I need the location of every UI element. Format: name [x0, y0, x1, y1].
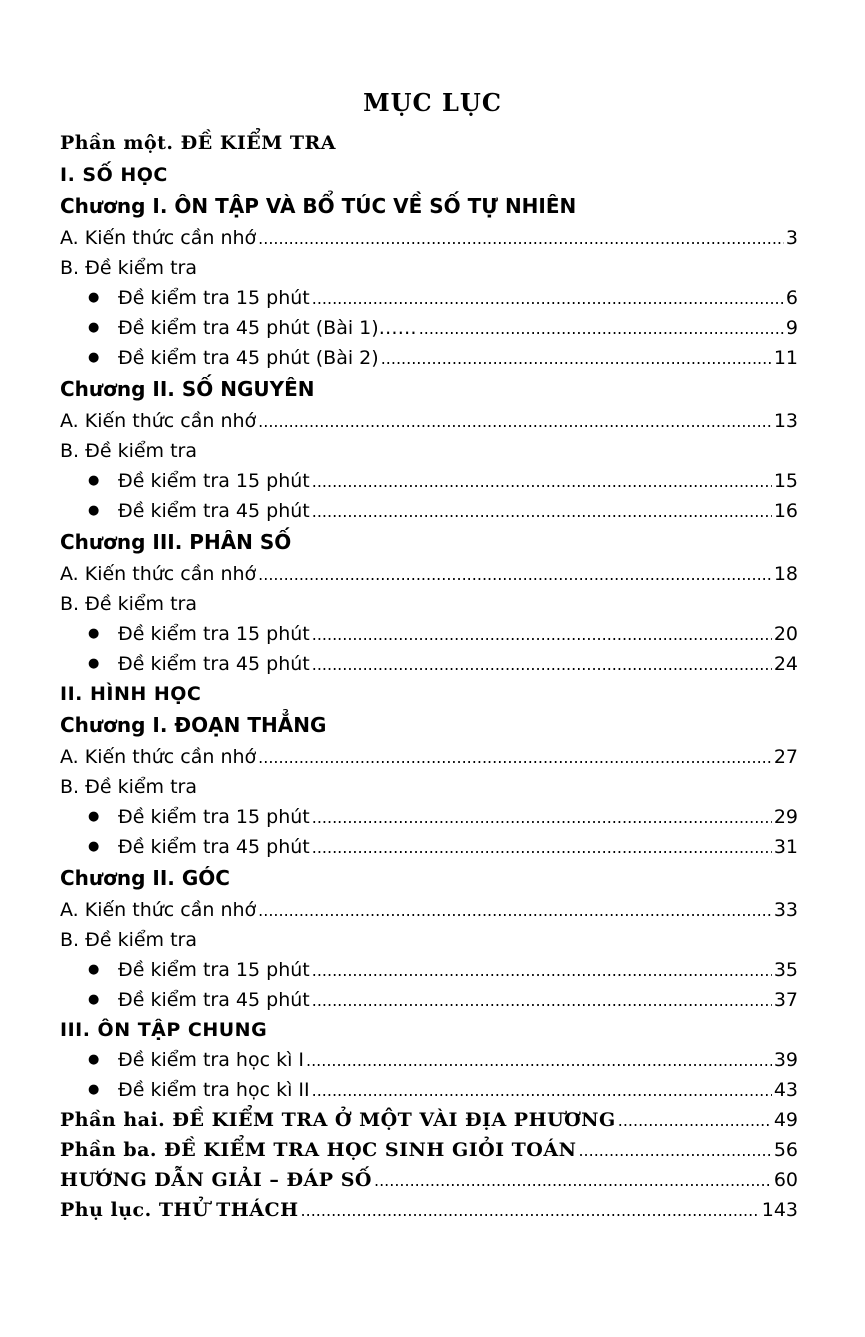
toc-chapter-heading [60, 862, 798, 895]
dot-leader [258, 560, 772, 590]
toc-label [88, 1045, 304, 1075]
toc-entry [60, 925, 798, 955]
toc-label: Chương II. SỐ NGUYÊN [60, 377, 315, 401]
toc-label [88, 619, 310, 649]
dot-leader [312, 620, 772, 650]
table-of-contents [60, 127, 798, 1225]
dot-leader [258, 224, 784, 254]
toc-label-text: Đề kiểm tra 15 phút [118, 623, 310, 645]
toc-label [88, 649, 310, 679]
toc-label: HƯỚNG DẪN GIẢI – ĐÁP SỐ [60, 1169, 372, 1191]
toc-entry [60, 742, 798, 772]
toc-label: III. ÔN TẬP CHUNG [60, 1019, 268, 1041]
dot-leader [301, 1196, 760, 1226]
toc-label [88, 802, 310, 832]
toc-label [88, 313, 417, 343]
bullet-icon: ● [88, 1052, 100, 1067]
toc-part-heading [60, 1135, 798, 1165]
toc-part-heading [60, 127, 798, 160]
toc-label [88, 343, 379, 373]
toc-page-number: 33 [773, 899, 798, 921]
toc-label-text: Đề kiểm tra 15 phút [118, 959, 310, 981]
toc-label-text: Đề kiểm tra 45 phút (Bài 2) [118, 347, 379, 369]
toc-label-text: Đề kiểm tra 45 phút (Bài 1)…… [118, 317, 417, 339]
toc-entry [60, 406, 798, 436]
dot-leader [258, 743, 772, 773]
toc-page-number: 60 [773, 1169, 798, 1191]
page-title: MỤC LỤC [363, 88, 502, 117]
toc-sub-entry [60, 802, 798, 832]
toc-label-text: Đề kiểm tra 15 phút [118, 806, 310, 828]
toc-label: Phụ lục. THỬ THÁCH [60, 1199, 299, 1221]
toc-page-number: 35 [773, 959, 798, 981]
toc-page-number: 20 [773, 623, 798, 645]
toc-label: Phần một. ĐỀ KIỂM TRA [60, 132, 337, 154]
toc-label-text: Đề kiểm tra học kì II [118, 1079, 310, 1101]
toc-label: Chương I. ÔN TẬP VÀ BỔ TÚC VỀ SỐ TỰ NHIÊN [60, 194, 577, 218]
toc-sub-entry [60, 649, 798, 679]
toc-entry [60, 223, 798, 253]
toc-page-number: 39 [773, 1049, 798, 1071]
dot-leader [258, 407, 772, 437]
dot-leader [312, 467, 772, 497]
toc-label: A. Kiến thức cần nhớ [60, 410, 257, 432]
dot-leader [312, 833, 772, 863]
dot-leader [258, 896, 772, 926]
toc-part-heading [60, 1195, 798, 1225]
dot-leader [618, 1106, 772, 1136]
toc-sub-entry [60, 832, 798, 862]
toc-page-number: 37 [773, 989, 798, 1011]
bullet-icon: ● [88, 473, 100, 488]
toc-label-text: Đề kiểm tra 45 phút [118, 989, 310, 1011]
toc-section-heading [60, 679, 798, 709]
dot-leader [374, 1166, 772, 1196]
toc-label-text: Đề kiểm tra học kì I [118, 1049, 304, 1071]
toc-sub-entry [60, 955, 798, 985]
toc-label: B. Đề kiểm tra [60, 593, 197, 615]
toc-label: Chương I. ĐOẠN THẲNG [60, 713, 327, 737]
bullet-icon: ● [88, 839, 100, 854]
dot-leader [312, 956, 772, 986]
toc-label: B. Đề kiểm tra [60, 776, 197, 798]
toc-entry [60, 589, 798, 619]
toc-label-text: Đề kiểm tra 45 phút [118, 836, 310, 858]
toc-label: Chương II. GÓC [60, 866, 230, 890]
dot-leader [419, 314, 784, 344]
toc-chapter-heading [60, 709, 798, 742]
bullet-icon: ● [88, 290, 100, 305]
toc-label [88, 1075, 310, 1105]
toc-page-number: 15 [773, 470, 798, 492]
toc-page-number: 31 [773, 836, 798, 858]
toc-section-heading [60, 1015, 798, 1045]
toc-sub-entry [60, 985, 798, 1015]
toc-label [88, 496, 310, 526]
toc-page-number: 43 [773, 1079, 798, 1101]
toc-label: II. HÌNH HỌC [60, 683, 202, 705]
toc-page-number: 16 [773, 500, 798, 522]
bullet-icon: ● [88, 350, 100, 365]
dot-leader [312, 284, 784, 314]
toc-label: B. Đề kiểm tra [60, 929, 197, 951]
toc-label: A. Kiến thức cần nhớ [60, 899, 257, 921]
toc-label-text: Đề kiểm tra 45 phút [118, 500, 310, 522]
toc-label [88, 832, 310, 862]
toc-page-number: 29 [773, 806, 798, 828]
toc-section-heading [60, 160, 798, 190]
toc-entry [60, 772, 798, 802]
toc-label: A. Kiến thức cần nhớ [60, 563, 257, 585]
bullet-icon: ● [88, 626, 100, 641]
toc-label [88, 985, 310, 1015]
toc-page-number: 3 [785, 227, 798, 249]
toc-chapter-heading [60, 190, 798, 223]
toc-label: B. Đề kiểm tra [60, 257, 197, 279]
toc-label-text: Đề kiểm tra 15 phút [118, 470, 310, 492]
toc-part-heading [60, 1165, 798, 1195]
toc-label: Chương III. PHÂN SỐ [60, 530, 292, 554]
toc-sub-entry [60, 619, 798, 649]
dot-leader [306, 1046, 772, 1076]
toc-entry [60, 559, 798, 589]
toc-page-number: 13 [773, 410, 798, 432]
toc-entry [60, 436, 798, 466]
toc-page-number: 143 [761, 1199, 798, 1221]
toc-page-number: 11 [773, 347, 798, 369]
toc-label: Phần hai. ĐỀ KIỂM TRA Ở MỘT VÀI ĐỊA PHƯƠNG [60, 1109, 616, 1131]
toc-label-text: Đề kiểm tra 45 phút [118, 653, 310, 675]
toc-page-number: 27 [773, 746, 798, 768]
toc-label: A. Kiến thức cần nhớ [60, 746, 257, 768]
toc-page-number: 6 [785, 287, 798, 309]
toc-page-number: 9 [785, 317, 798, 339]
toc-label: I. SỐ HỌC [60, 164, 168, 186]
toc-sub-entry [60, 283, 798, 313]
dot-leader [312, 986, 772, 1016]
toc-label: B. Đề kiểm tra [60, 440, 197, 462]
toc-page-number: 49 [773, 1109, 798, 1131]
toc-label [88, 955, 310, 985]
bullet-icon: ● [88, 503, 100, 518]
toc-entry [60, 895, 798, 925]
toc-label [88, 283, 310, 313]
dot-leader [312, 1076, 772, 1106]
bullet-icon: ● [88, 1082, 100, 1097]
dot-leader [381, 344, 772, 374]
toc-page-number: 56 [773, 1139, 798, 1161]
toc-label [88, 466, 310, 496]
bullet-icon: ● [88, 809, 100, 824]
toc-chapter-heading [60, 526, 798, 559]
toc-label: A. Kiến thức cần nhớ [60, 227, 257, 249]
toc-part-heading [60, 1105, 798, 1135]
toc-sub-entry [60, 466, 798, 496]
dot-leader [312, 803, 772, 833]
toc-sub-entry [60, 343, 798, 373]
toc-sub-entry [60, 496, 798, 526]
toc-label: Phần ba. ĐỀ KIỂM TRA HỌC SINH GIỎI TOÁN [60, 1139, 577, 1161]
bullet-icon: ● [88, 992, 100, 1007]
bullet-icon: ● [88, 962, 100, 977]
dot-leader [312, 650, 772, 680]
bullet-icon: ● [88, 656, 100, 671]
toc-sub-entry [60, 1075, 798, 1105]
toc-chapter-heading [60, 373, 798, 406]
toc-entry [60, 253, 798, 283]
toc-label-text: Đề kiểm tra 15 phút [118, 287, 310, 309]
dot-leader [312, 497, 772, 527]
toc-sub-entry [60, 313, 798, 343]
toc-page-number: 18 [773, 563, 798, 585]
dot-leader [578, 1136, 771, 1166]
toc-page-number: 24 [773, 653, 798, 675]
toc-sub-entry [60, 1045, 798, 1075]
bullet-icon: ● [88, 320, 100, 335]
